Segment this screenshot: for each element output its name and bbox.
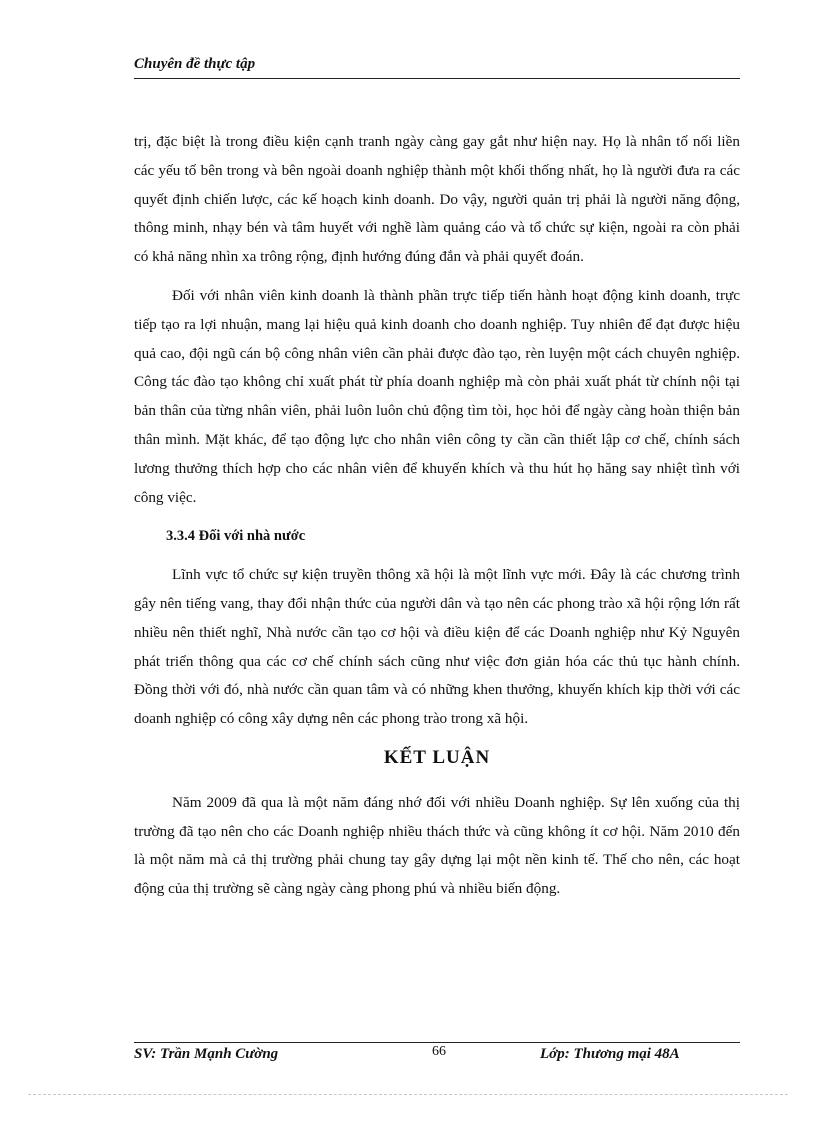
section-heading: 3.3.4 Đối với nhà nước bbox=[166, 528, 306, 545]
page-number: 66 bbox=[432, 1044, 446, 1059]
paragraph-4: Năm 2009 đã qua là một năm đáng nhớ đối với nhiều Doanh nghiệp. Sự lên xuống của thị trường đã tạo nên cho các Doanh nghiệp nhiều thách thức và cũng không ít cơ hội. Năm 2010 đến là một năm mà cả thị trường phải chung tay gây dựng lại một nền kinh tế. Thế cho nên, các hoạt động của thị trường sẽ càng ngày càng phong phú và nhiều biến động. bbox=[134, 793, 740, 898]
document-body bbox=[134, 128, 740, 914]
footer-class: Lớp: Thương mại 48A bbox=[540, 1046, 680, 1062]
header-title: Chuyên đề thực tập bbox=[134, 56, 256, 72]
header-rule bbox=[134, 78, 740, 79]
footer-student: SV: Trần Mạnh Cường bbox=[134, 1046, 279, 1062]
page-edge bbox=[28, 1094, 788, 1095]
paragraph-3: Lĩnh vực tổ chức sự kiện truyền thông xã hội là một lĩnh vực mới. Đây là các chương trình gây nên tiếng vang, thay đổi nhận thức của người dân và tạo nên các phong trào xã hội rộng lớn rất nhiều nên thiết nghĩ, Nhà nước cần tạo cơ hội và điều kiện để các Doanh nghiệp như Kỷ Nguyên phát triển thông qua các cơ chế chính sách cũng như việc đơn giản hóa các thủ tục hành chính. Đồng thời với đó, nhà nước cần quan tâm và có những khen thưởng, khuyến khích kịp thời với các doanh nghiệp có công xây dựng nên các phong trào trong xã hội. bbox=[134, 566, 740, 728]
paragraph-1: trị, đặc biệt là trong điều kiện cạnh tranh ngày càng gay gắt như hiện nay. Họ là nhân tố nối liền các yếu tố bên trong và bên ngoài doanh nghiệp thành một khối thống nhất, họ là người đưa ra các quyết định chiến lược, các kế hoạch kinh doanh. Do vậy, người quản trị phải là người năng động, thông minh, nhạy bén và tâm huyết với nghề làm quảng cáo và tổ chức sự kiện, ngoài ra còn phải có khả năng nhìn xa trông rộng, định hướng đúng đắn và phải quyết đoán. bbox=[134, 133, 740, 266]
conclusion-title: KẾT LUẬN bbox=[383, 746, 491, 768]
paragraph-2: Đối với nhân viên kinh doanh là thành phần trực tiếp tiến hành hoạt động kinh doanh, trực tiếp tạo ra lợi nhuận, mang lại hiệu quả kinh doanh cho doanh nghiệp. Tuy nhiên để đạt được hiệu quả cao, đội ngũ cán bộ công nhân viên cần phải được đào tạo, rèn luyện một cách chuyên nghiệp. Công tác đào tạo không chỉ xuất phát từ phía doanh nghiệp mà còn phải xuất phát từ chính nội tại bản thân của từng nhân viên, phải luôn luôn chủ động tìm tòi, học hỏi để ngày càng hoàn thiện bản thân mình. Mặt khác, để tạo động lực cho nhân viên công ty cần cần thiết lập cơ chế, chính sách lương thưởng thích hợp cho các nhân viên để khuyến khích và thu hút họ hăng say nhiệt tình với công việc. bbox=[134, 286, 740, 506]
footer-rule bbox=[134, 1042, 740, 1043]
